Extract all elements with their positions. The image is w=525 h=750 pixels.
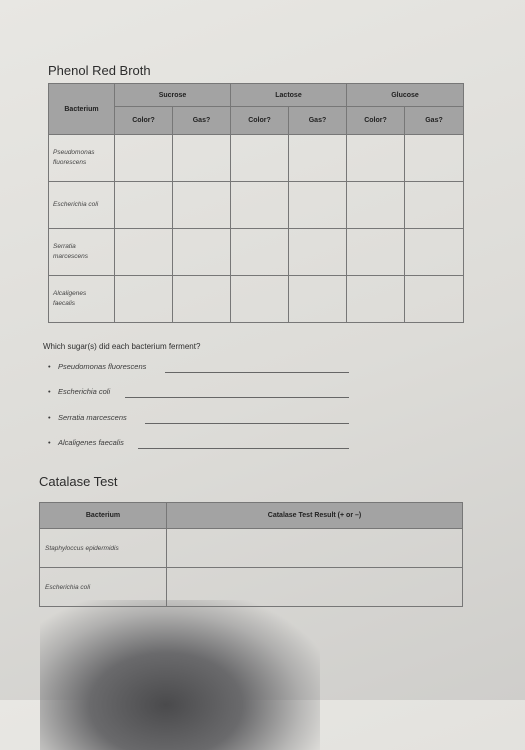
sucrose-color-header: Color? <box>115 107 173 135</box>
result-cell[interactable] <box>405 229 464 276</box>
result-cell[interactable] <box>231 276 289 323</box>
result-cell[interactable] <box>231 135 289 182</box>
glucose-header: Glucose <box>347 84 464 107</box>
organism-label: Serratia marcescens <box>58 413 127 422</box>
bacterium-name <box>49 276 115 323</box>
glucose-color-header: Color? <box>347 107 405 135</box>
result-cell[interactable] <box>347 276 405 323</box>
bacterium-name <box>49 135 115 182</box>
answer-line[interactable] <box>165 372 349 373</box>
result-cell[interactable] <box>173 135 231 182</box>
bacterium-name-line: marcescens <box>53 253 89 260</box>
table-row <box>49 276 464 323</box>
catalase-header-row <box>40 503 463 529</box>
result-cell[interactable] <box>289 229 347 276</box>
result-cell[interactable] <box>347 135 405 182</box>
glucose-gas-header: Gas? <box>405 107 464 135</box>
catalase-test-table <box>39 502 463 607</box>
result-cell[interactable] <box>347 229 405 276</box>
bullet: • <box>48 387 51 396</box>
organism-label: Escherichia coli <box>58 387 111 396</box>
result-cell[interactable] <box>115 229 173 276</box>
bacterium-name-line: Pseudomonas <box>53 149 95 156</box>
bacterium-header: Bacterium <box>49 84 115 135</box>
result-cell[interactable] <box>115 276 173 323</box>
answer-line[interactable] <box>145 423 349 424</box>
bacterium-name-line: faecalis <box>53 300 76 307</box>
table-row <box>40 568 463 607</box>
catalase-test-title: Catalase Test <box>39 474 118 489</box>
sugar-header-row <box>49 84 464 107</box>
phenol-red-broth-title: Phenol Red Broth <box>48 63 151 78</box>
table-row <box>49 229 464 276</box>
hand-shadow <box>40 600 320 750</box>
result-cell[interactable] <box>347 182 405 229</box>
phenol-red-broth-table <box>48 83 464 323</box>
lactose-header: Lactose <box>231 84 347 107</box>
bacterium-name-line: Alcaligenes <box>53 290 87 297</box>
result-cell[interactable] <box>289 182 347 229</box>
table-row <box>40 529 463 568</box>
bullet: • <box>48 438 51 447</box>
result-cell[interactable] <box>173 276 231 323</box>
sucrose-gas-header: Gas? <box>173 107 231 135</box>
organism-label: Pseudomonas fluorescens <box>58 362 147 371</box>
organism-label: Alcaligenes faecalis <box>58 438 124 447</box>
list-item <box>48 387 110 396</box>
bacterium-name-line: fluorescens <box>53 159 87 166</box>
result-cell[interactable] <box>231 229 289 276</box>
result-cell[interactable] <box>167 568 463 607</box>
result-cell[interactable] <box>289 135 347 182</box>
result-cell[interactable] <box>405 276 464 323</box>
ferment-question: Which sugar(s) did each bacterium ferment? <box>43 342 201 351</box>
table-row <box>49 135 464 182</box>
lactose-gas-header: Gas? <box>289 107 347 135</box>
bacterium-name: Escherichia coli <box>40 568 167 607</box>
bullet: • <box>48 362 51 371</box>
bacterium-name-line: Serratia <box>53 243 76 250</box>
table-row <box>49 182 464 229</box>
result-cell[interactable] <box>173 229 231 276</box>
lactose-color-header: Color? <box>231 107 289 135</box>
sucrose-header: Sucrose <box>115 84 231 107</box>
result-cell[interactable] <box>167 529 463 568</box>
catalase-result-header: Catalase Test Result (+ or –) <box>167 503 463 529</box>
catalase-bacterium-header: Bacterium <box>40 503 167 529</box>
result-cell[interactable] <box>405 135 464 182</box>
result-cell[interactable] <box>115 182 173 229</box>
result-cell[interactable] <box>405 182 464 229</box>
result-cell[interactable] <box>289 276 347 323</box>
bacterium-name <box>49 182 115 229</box>
bacterium-name-line: Escherichia coli <box>53 201 99 208</box>
bullet: • <box>48 413 51 422</box>
result-cell[interactable] <box>115 135 173 182</box>
list-item <box>48 438 124 447</box>
list-item <box>48 362 146 371</box>
bacterium-name: Staphyloccus epidermidis <box>40 529 167 568</box>
result-cell[interactable] <box>231 182 289 229</box>
result-cell[interactable] <box>173 182 231 229</box>
bacterium-name <box>49 229 115 276</box>
answer-line[interactable] <box>125 397 349 398</box>
list-item <box>48 413 127 422</box>
answer-line[interactable] <box>138 448 349 449</box>
